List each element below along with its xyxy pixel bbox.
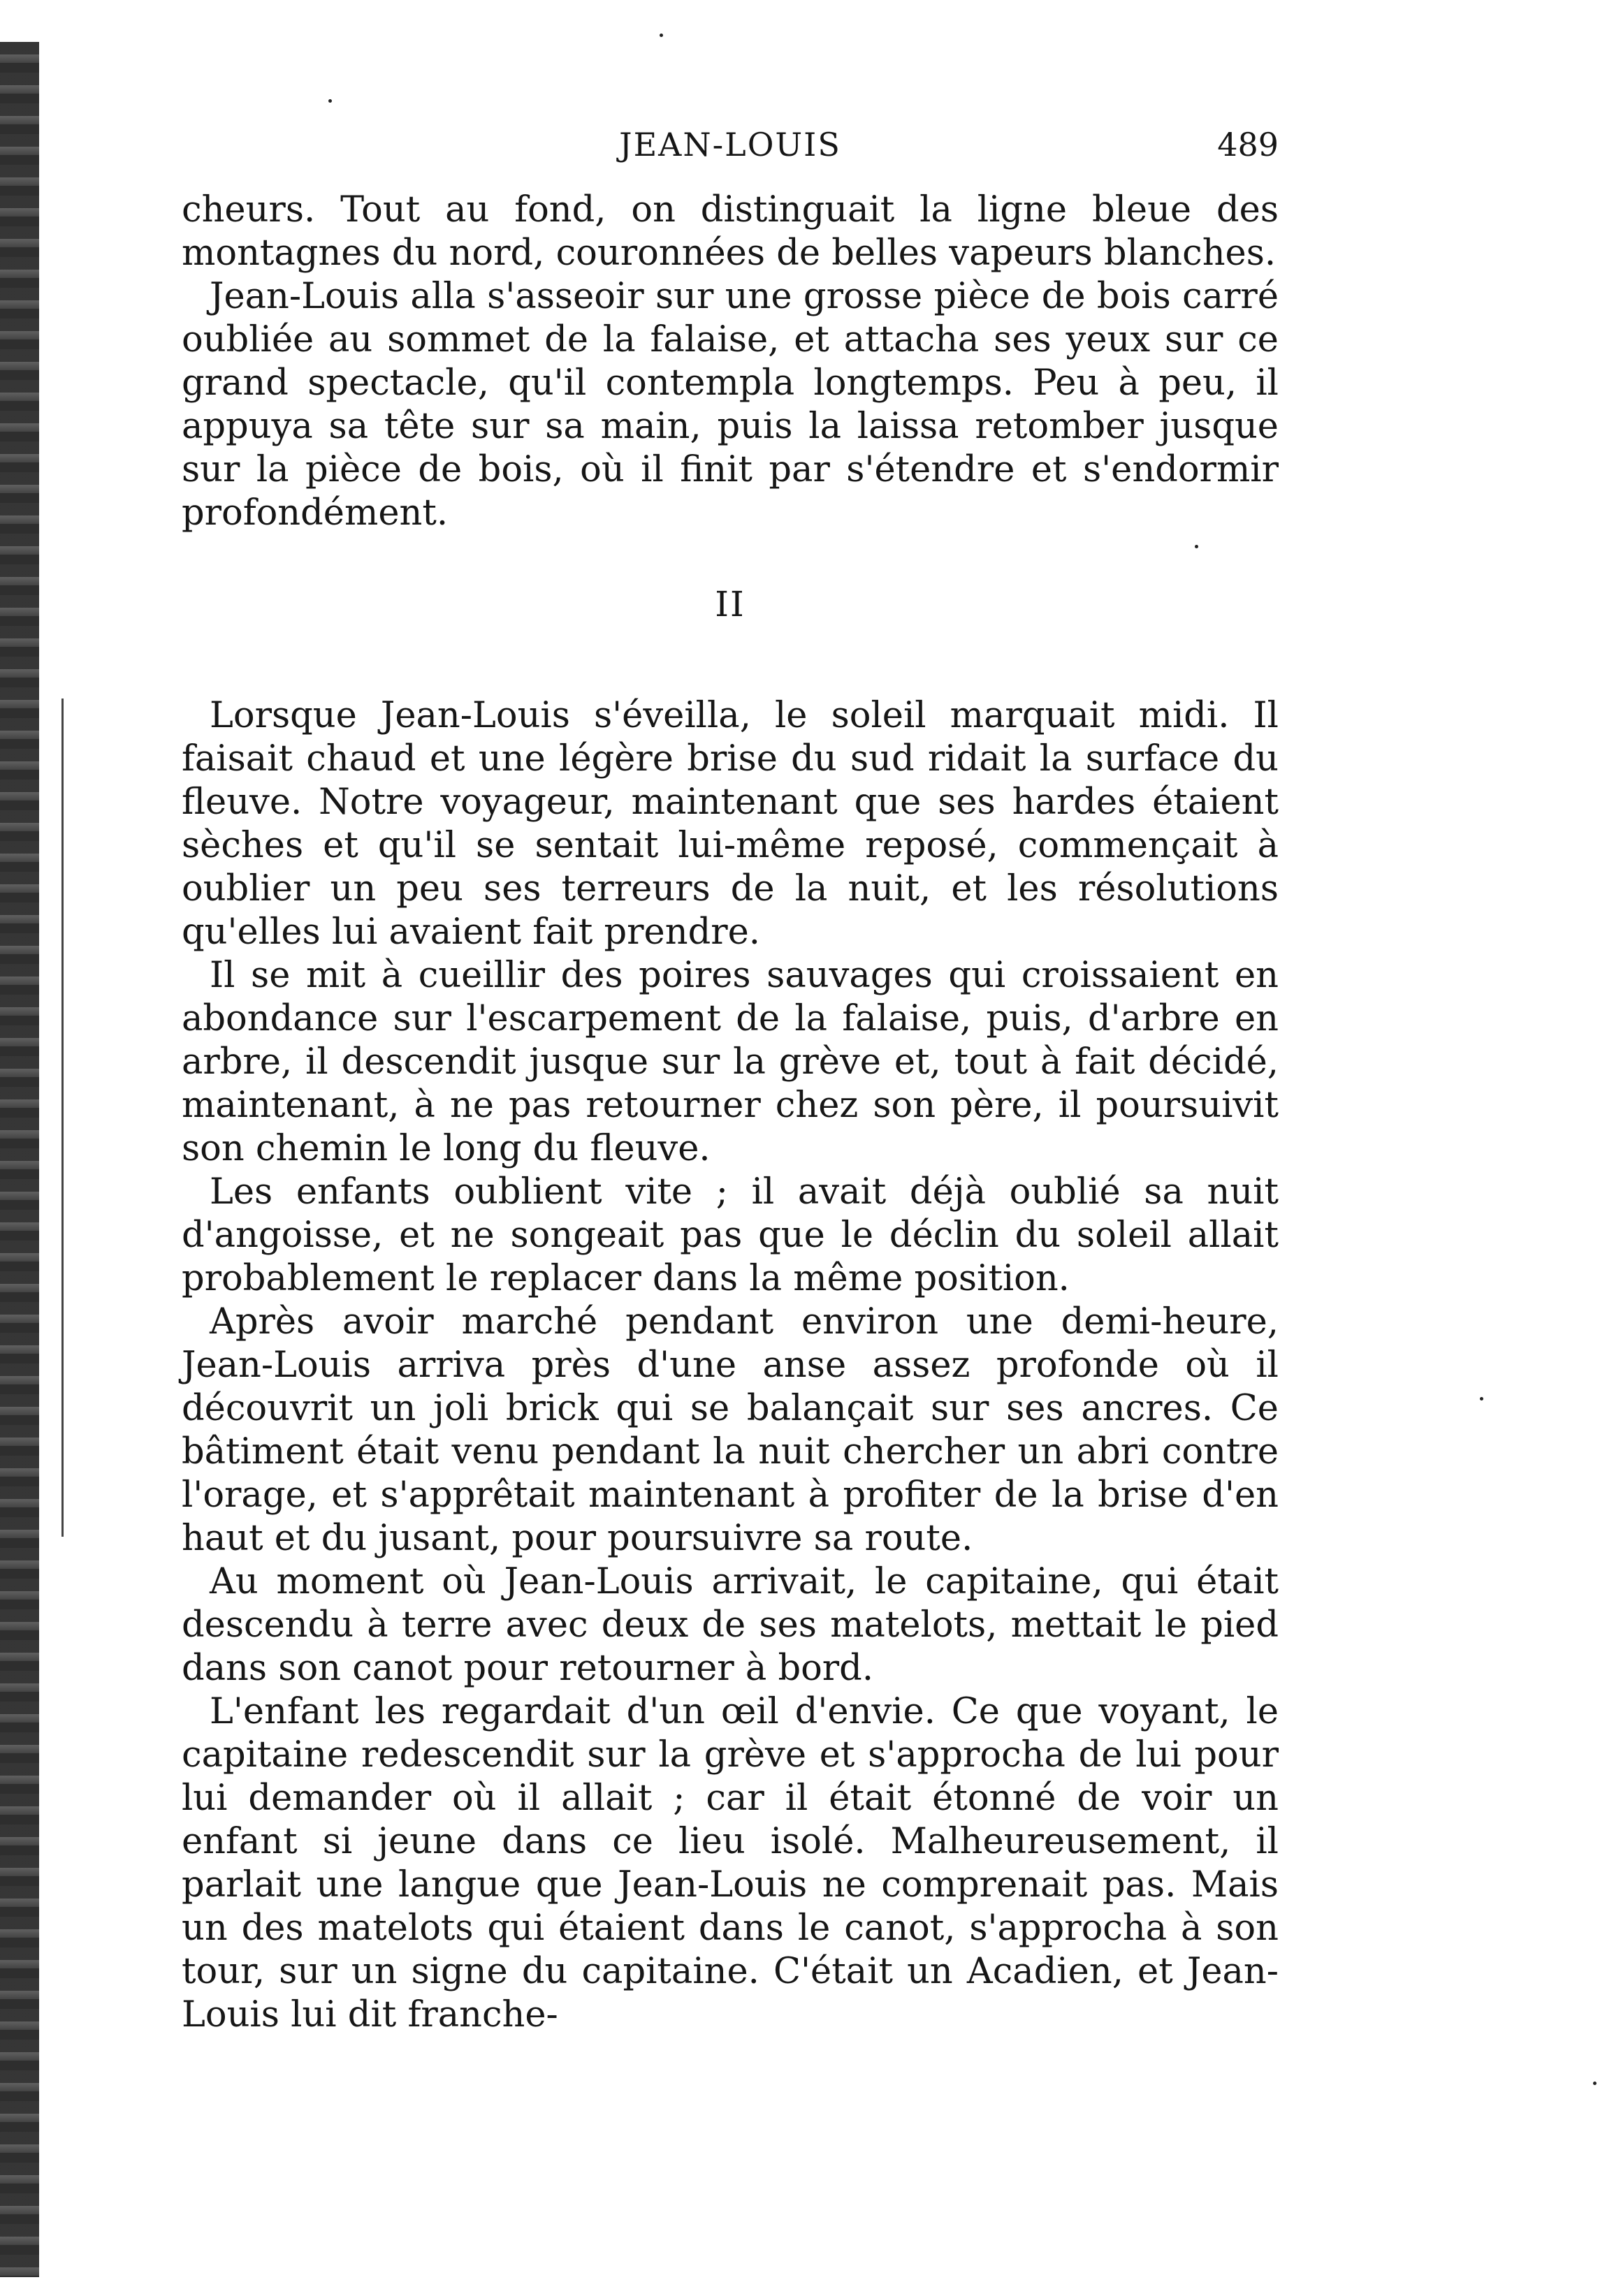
paragraph: Les enfants oublient vite ; il avait déjà oublié sa nuit d'angoisse, et ne songeait pas que le déclin du soleil allait probablement le replacer dans la même position. [182, 1171, 1279, 1299]
paragraph: L'enfant les regardait d'un œil d'envie. Ce que voyant, le capitaine redescendit sur la grève et s'approcha de lui pour lui demander où il allait ; car il était étonné de voir un enfant si jeune dans ce lieu isolé. Malheureusement, il parlait une langue que Jean-Louis ne comprenait pas. Mais un des matelots qui étaient dans le canot, s'approcha à son tour, sur un signe du capitaine. C'était un Acadien, et Jean-Louis lui dit franche- [182, 1691, 1279, 2035]
print-speck [660, 34, 663, 37]
running-title: JEAN-LOUIS [619, 126, 841, 163]
page-number: 489 [1217, 126, 1279, 163]
running-header [182, 119, 1279, 189]
book-page [182, 119, 1279, 2037]
paragraph: Au moment où Jean-Louis arrivait, le capitaine, qui était descendu à terre avec deux de ses matelots, mettait le pied dans son canot pour retourner à bord. [182, 1561, 1279, 1689]
paragraph: Il se mit à cueillir des poires sauvages qui croissaient en abondance sur l'escarpement de la falaise, puis, d'arbre en arbre, il descendit jusque sur la grève et, tout à fait décidé, maintenant, à ne pas retourner chez son père, il poursuivit son chemin le long du fleuve. [182, 955, 1279, 1169]
paragraph: cheurs. Tout au fond, on distinguait la ligne bleue des montagnes du nord, couronnées de belles vapeurs blanches. [182, 189, 1279, 274]
paragraph: Lorsque Jean-Louis s'éveilla, le soleil marquait midi. Il faisait chaud et une légère brise du sud ridait la surface du fleuve. Notre voyageur, maintenant que ses hardes étaient sèches et qu'il se sentait lui-même reposé, commençait à oublier un peu ses terreurs de la nuit, et les résolutions qu'elles lui avaient fait prendre. [182, 695, 1279, 953]
print-speck [328, 99, 332, 103]
binding-shadow-line [61, 699, 64, 1537]
paragraph: Jean-Louis alla s'asseoir sur une grosse pièce de bois carré oubliée au sommet de la falaise, et attacha ses yeux sur ce grand spectacle, qu'il contempla longtemps. Peu à peu, il appuya sa tête sur sa main, puis la laissa retomber jusque sur la pièce de bois, où il finit par s'étendre et s'endormir profondément. [182, 276, 1279, 534]
print-speck [1593, 2082, 1597, 2085]
book-binding-edge [0, 42, 39, 2277]
section-heading: II [715, 584, 746, 624]
print-speck [1480, 1397, 1483, 1401]
paragraph: Après avoir marché pendant environ une demi-heure, Jean-Louis arriva près d'une anse assez profonde où il découvrit un joli brick qui se balançait sur ses ancres. Ce bâtiment était venu pendant la nuit chercher un abri contre l'orage, et s'apprêtait maintenant à profiter de la brise d'en haut et du jusant, pour poursuivre sa route. [182, 1301, 1279, 1559]
